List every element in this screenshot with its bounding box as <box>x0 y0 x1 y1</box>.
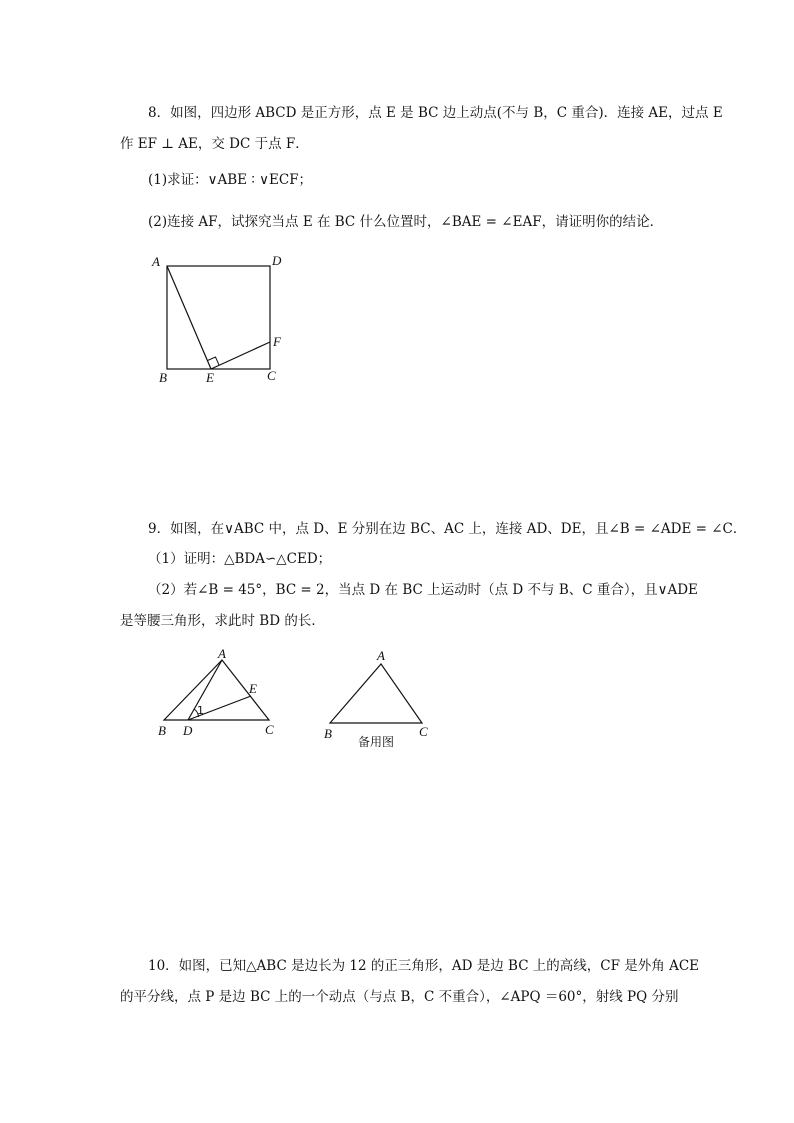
problem9-part2-line1: （2）若∠B = 45°，BC = 2，当点 D 在 BC 上运动时（点 D 不与 B、C 重合），且∨ADE <box>148 582 698 598</box>
triangle-figure-spare <box>318 640 438 755</box>
problem8-part1: (1)求证：∨ABE ∶ ∨ECF； <box>148 172 313 188</box>
label-a: A <box>218 646 226 661</box>
label-c: C <box>419 724 428 739</box>
square-figure <box>140 248 300 398</box>
label-e: E <box>249 681 257 696</box>
label-f: F <box>273 334 281 349</box>
label-b: B <box>159 370 167 385</box>
triangle-abc-spare <box>330 664 422 723</box>
label-angle-1: 1 <box>197 704 204 717</box>
label-b: B <box>324 726 332 741</box>
label-c: C <box>267 368 276 383</box>
segment-ef <box>211 342 270 369</box>
label-b: B <box>158 723 166 738</box>
problem8-line2: 作 EF ⊥ AE，交 DC 于点 F． <box>120 136 309 152</box>
problem9-part1: （1）证明：△BDA∽△CED； <box>148 551 332 567</box>
label-d: D <box>183 723 193 738</box>
segment-ae <box>167 266 211 369</box>
problem10-line1: 10．如图，已知△ABC 是边长为 12 的正三角形，AD 是边 BC 上的高线，CF 是外角 ACE <box>148 958 700 974</box>
problem8-part2: (2)连接 AF，试探究当点 E 在 BC 什么位置时，∠BAE = ∠EAF，请证明你的结论． <box>148 214 664 230</box>
problem9-part2-line2: 是等腰三角形，求此时 BD 的长． <box>120 613 325 629</box>
label-e: E <box>206 370 214 385</box>
label-c: C <box>265 722 274 737</box>
label-a: A <box>377 648 385 663</box>
square-abcd <box>167 266 270 369</box>
caption-spare-figure: 备用图 <box>358 735 395 749</box>
problem8-line1: 8．如图，四边形 ABCD 是正方形，点 E 是 BC 边上动点(不与 B，C 重合)．连接 AE，过点 E <box>148 105 723 121</box>
label-d: D <box>272 253 282 268</box>
triangle-figure-main <box>150 640 290 745</box>
problem10-line2: 的平分线，点 P 是边 BC 上的一个动点（与点 B，C 不重合），∠APQ ＝60°，射线 PQ 分别 <box>120 989 679 1005</box>
problem9-line1: 9．如图，在∨ABC 中，点 D、E 分别在边 BC、AC 上，连接 AD、DE，且∠B = ∠ADE = ∠C． <box>148 521 747 537</box>
label-a: A <box>152 254 160 269</box>
